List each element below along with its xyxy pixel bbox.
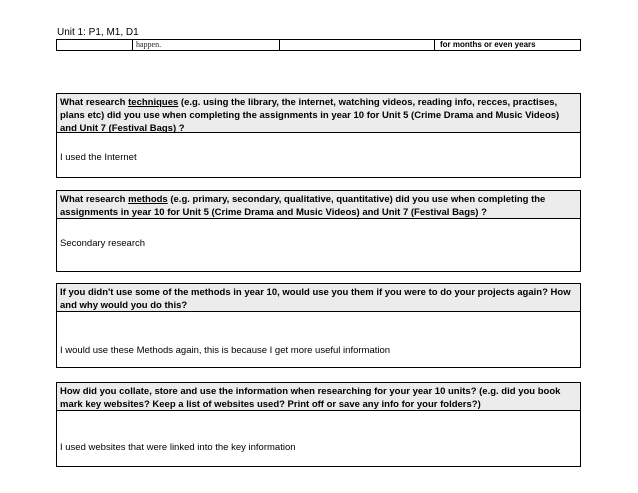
answer-field[interactable] — [57, 219, 580, 273]
header-table-row — [56, 39, 581, 51]
answer-field[interactable] — [57, 312, 580, 369]
answer-text: I would use these Methods again, this is because I get more useful information — [60, 345, 391, 356]
question-keyword: methods — [128, 194, 168, 205]
page-title: Unit 1: P1, M1, D1 — [57, 27, 139, 38]
question-box-techniques — [56, 93, 581, 178]
question-box-reuse — [56, 283, 581, 368]
header-cell-2: happen. — [133, 40, 280, 50]
answer-field[interactable] — [57, 411, 580, 468]
answer-field[interactable] — [57, 133, 580, 178]
question-box-methods — [56, 190, 581, 272]
answer-text: I used websites that were linked into the key information — [60, 442, 296, 453]
answer-text: I used the Internet — [60, 152, 137, 163]
question-keyword: techniques — [128, 97, 179, 108]
answer-text: Secondary research — [60, 238, 146, 249]
header-cell-3 — [280, 40, 435, 50]
question-box-collate — [56, 382, 581, 467]
question-heading: If you didn't use some of the methods in year 10, would use you them if you were to do your projects again? How and why would you do this? — [57, 284, 580, 312]
header-cell-4: for months or even years — [440, 40, 536, 49]
question-heading: What research techniques (e.g. using the library, the internet, watching videos, reading info, recces, practises, plans etc) did you use when completing the assignments in year 10 for Unit 5 (Crime Drama and Music Videos) and Unit 7 (Festival Bags) ? — [57, 94, 580, 133]
question-heading: How did you collate, store and use the information when researching for your year 10 units? (e.g. did you book mark key websites? Keep a list of websites used? Print off or save any info for your folders?) — [57, 383, 580, 411]
question-heading: What research methods (e.g. primary, secondary, qualitative, quantitative) did you use when completing the assignments in year 10 for Unit 5 (Crime Drama and Music Videos) and Unit 7 (Festival Bags) ? — [57, 191, 580, 219]
header-cell-1 — [57, 40, 133, 50]
